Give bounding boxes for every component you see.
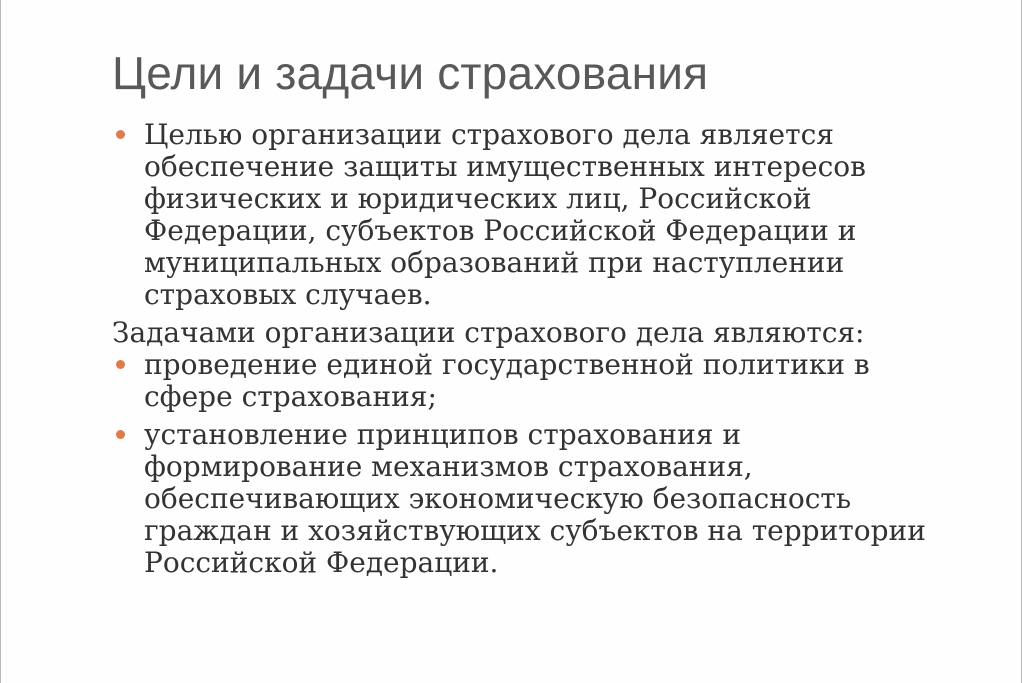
bullet-item-policy (112, 349, 992, 413)
tasks-heading (112, 317, 992, 349)
bullet-dot-icon (116, 360, 125, 369)
text-line: сфере страхования; (144, 380, 437, 413)
slide-title: Цели и задачи страхования (112, 47, 709, 99)
text-line: Задачами организации страхового дела являются: (112, 316, 865, 349)
text-line: установление принципов страхования и (144, 418, 741, 451)
text-line: страховых случаев. (144, 278, 432, 311)
text-line: физических и юридических лиц, Российской (144, 182, 812, 215)
slide-content (112, 119, 992, 579)
text-line: граждан и хозяйствующих субъектов на территории (144, 514, 926, 547)
text-line: проведение единой государственной политики в (144, 348, 870, 381)
text-line: Российской Федерации. (144, 546, 499, 579)
text-line: обеспечивающих экономическую безопасность (144, 482, 852, 515)
text-line: формирование механизмов страхования, (144, 450, 753, 483)
bullet-item-principles (112, 419, 992, 579)
text-line: муниципальных образований при наступлении (144, 246, 845, 279)
text-line: Федерации, субъектов Российской Федерации и (144, 214, 857, 247)
text-line: Целью организации страхового дела является (144, 118, 834, 151)
bullet-item-goal (112, 119, 992, 311)
bullet-dot-icon (116, 430, 125, 439)
bullet-dot-icon (116, 130, 125, 139)
text-line: обеспечение защиты имущественных интересов (144, 150, 866, 183)
